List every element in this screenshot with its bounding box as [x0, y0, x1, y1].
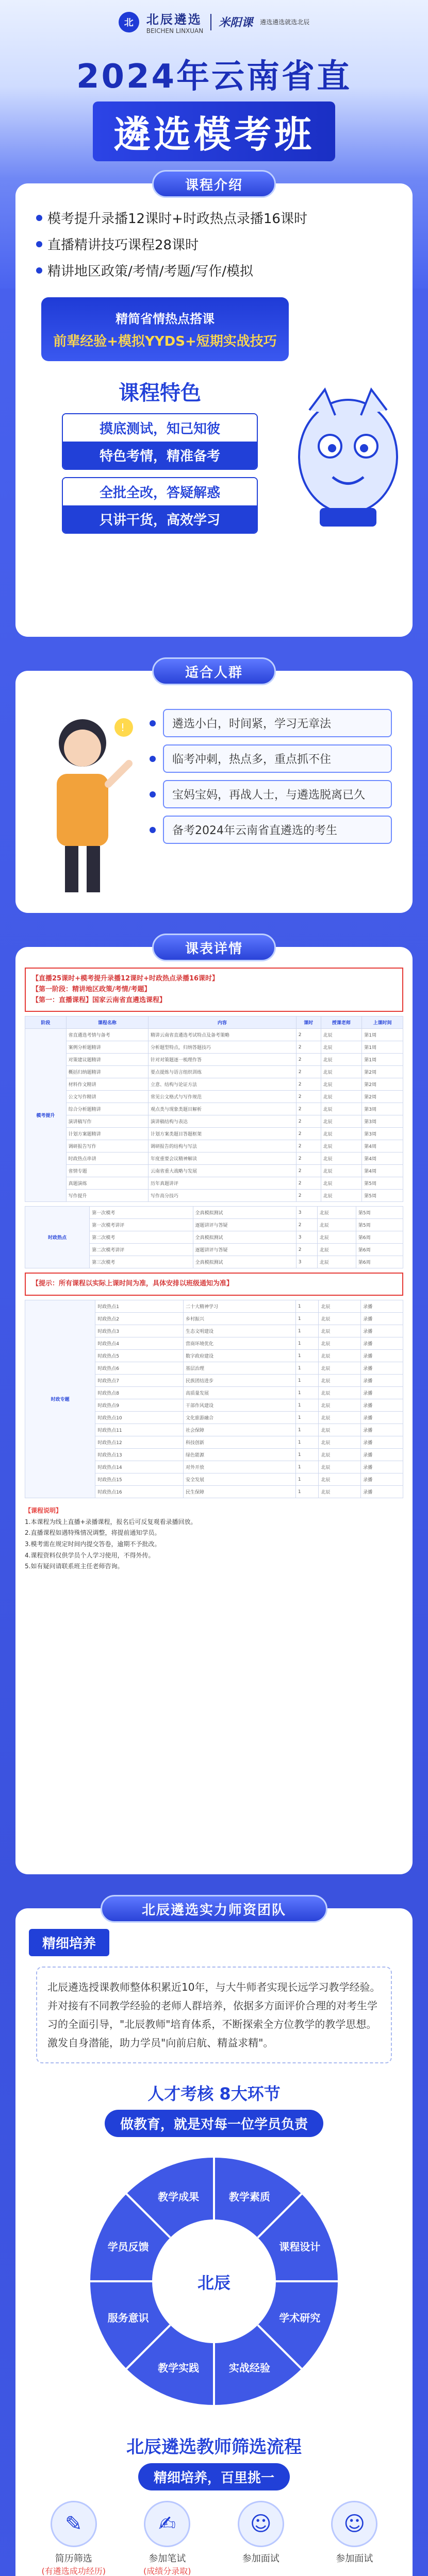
table-cell: 录播: [361, 1461, 403, 1473]
table-cell: 时政热点7: [95, 1375, 184, 1387]
table-cell: 北辰: [319, 1486, 361, 1498]
table-cell: 3: [296, 1231, 317, 1244]
table-cell: 针对对策题逐一梳理作答: [149, 1054, 297, 1066]
table-cell: 分析题型特点，归纳答题技巧: [149, 1041, 297, 1054]
table-cell: 录播: [361, 1486, 403, 1498]
table-cell: 北辰: [319, 1461, 361, 1473]
table-row: [25, 1177, 403, 1190]
table-cell: 1: [295, 1449, 319, 1461]
table-cell: 全真模拟测试: [193, 1231, 296, 1244]
table-cell: 北辰: [321, 1029, 362, 1041]
table-cell: 时政热点5: [95, 1350, 184, 1362]
process-step-label: 参加笔试: [149, 2553, 186, 2564]
table-cell: 时政热点1: [95, 1300, 184, 1313]
table-cell: 第3周: [362, 1115, 403, 1128]
table-row: [25, 1103, 403, 1115]
wheel-segment-label: 教学素质: [228, 2190, 270, 2203]
table-cell: 北辰: [321, 1091, 362, 1103]
table-cell: 基层治理: [184, 1362, 296, 1375]
table-cell: 概括归纳题精讲: [66, 1066, 148, 1078]
table-row: [25, 1190, 403, 1202]
hero-title-line1: 2024年云南省直: [76, 58, 352, 96]
table-cell: 北辰: [319, 1424, 361, 1436]
table-cell: 第5周: [356, 1207, 403, 1219]
teacher-illustration-icon: [31, 707, 134, 897]
intro-ribbon: 课程介绍: [152, 170, 276, 198]
table-cell: 北辰: [321, 1128, 362, 1140]
table-cell: 北辰: [319, 1337, 361, 1350]
table-cell: 计划方案题精讲: [66, 1128, 148, 1140]
table-row: [25, 1066, 403, 1078]
table-cell: 1: [295, 1337, 319, 1350]
table-row: [25, 1078, 403, 1091]
table-cell: 时政热点8: [95, 1387, 184, 1399]
table-row: [25, 1128, 403, 1140]
table-cell: 北辰: [321, 1054, 362, 1066]
table-cell: 时政热点3: [95, 1325, 184, 1337]
table-cell: 云南省重大战略与发展: [149, 1165, 297, 1177]
course-table-body-c: [25, 1300, 403, 1498]
table-cell: 北辰: [319, 1449, 361, 1461]
feature-pill: 全批全改，答疑解惑 只讲干货，高效学习: [62, 477, 258, 534]
brand-name: 北辰遴选: [146, 12, 202, 27]
suitable-item: 遴选小白，时间紧，学习无章法: [150, 709, 392, 737]
bullet-dot-icon: [36, 215, 42, 221]
table-cell: 北辰: [319, 1350, 361, 1362]
table-cell: 真题演练: [66, 1177, 148, 1190]
table-cell: 2: [296, 1103, 321, 1115]
table-cell: 要点提炼与语言组织训练: [149, 1066, 297, 1078]
wheel-segment-label: 教学实践: [158, 2362, 200, 2375]
course-section: [0, 934, 428, 1874]
table-cell: 民族团结进步: [184, 1375, 296, 1387]
table-cell: 北辰: [319, 1436, 361, 1449]
table-cell: 录播: [361, 1399, 403, 1412]
suitable-item: 临考冲刺，热点多，重点抓不住: [150, 744, 392, 773]
table-cell: 时政热点4: [95, 1337, 184, 1350]
features-group: [36, 377, 284, 534]
table-cell: 北辰: [317, 1207, 356, 1219]
table-cell: 北辰: [317, 1256, 356, 1268]
table-cell: 演讲稿写作: [66, 1115, 148, 1128]
table-cell: 第三次模考: [90, 1256, 193, 1268]
table-cell: 第3周: [362, 1128, 403, 1140]
bullet-dot-icon: [36, 267, 42, 274]
table-cell: 逐题讲评与答疑: [193, 1219, 296, 1231]
table-cell: 北辰: [319, 1473, 361, 1486]
table-cell: 录播: [361, 1436, 403, 1449]
team-section: [0, 1895, 428, 2576]
table-cell: 第6周: [356, 1244, 403, 1256]
course-table: [25, 1016, 403, 1202]
table-cell: 2: [296, 1029, 321, 1041]
table-cell: 录播: [361, 1412, 403, 1424]
table-cell: 北辰: [321, 1190, 362, 1202]
table-cell: 2: [296, 1153, 321, 1165]
wheel-segment-label: 教学成果: [158, 2190, 200, 2203]
table-cell: 1: [295, 1350, 319, 1362]
process-step-label: 简历筛选: [55, 2553, 92, 2564]
table-cell: 第二次模考: [90, 1231, 193, 1244]
table-cell: 全真模拟测试: [193, 1207, 296, 1219]
table-cell: 1: [295, 1300, 319, 1313]
table-cell: 3: [296, 1256, 317, 1268]
brand-slogan: 遴选遴选就选北辰: [260, 19, 310, 26]
table-cell: 录播: [361, 1449, 403, 1461]
course-table-mock: [25, 1206, 403, 1268]
course-card: [15, 947, 413, 1874]
table-cell: 1: [295, 1399, 319, 1412]
table-cell: 北辰: [317, 1231, 356, 1244]
bullet-dot-icon: [150, 756, 156, 762]
suitable-section: [0, 657, 428, 913]
table-cell: 北辰: [319, 1412, 361, 1424]
logo-row: [0, 9, 428, 35]
bullet-dot-icon: [150, 720, 156, 726]
table-cell: 精讲云南省直遴选考试特点及备考策略: [149, 1029, 297, 1041]
table-cell: 年度重要会议精神解读: [149, 1153, 297, 1165]
table-row: [25, 1029, 403, 1041]
table-cell: 时政热点9: [95, 1399, 184, 1412]
table-cell: 科技创新: [184, 1436, 296, 1449]
course-table-body-a: [25, 1029, 403, 1202]
highlight-line1: 精简省情热点搭课: [116, 312, 215, 326]
table-cell: 录播: [361, 1387, 403, 1399]
bullet-dot-icon: [36, 241, 42, 247]
logo-divider: [210, 14, 211, 30]
table-cell: 时政热点16: [95, 1486, 184, 1498]
table-row: [25, 1115, 403, 1128]
table-cell: 第1周: [362, 1029, 403, 1041]
table-cell: 历年真题讲评: [149, 1177, 297, 1190]
table-cell: 录播: [361, 1337, 403, 1350]
table-cell: 立意、结构与论证方法: [149, 1078, 297, 1091]
table-cell: 北辰: [321, 1165, 362, 1177]
highlight-card: [41, 297, 289, 361]
table-cell: 乡村振兴: [184, 1313, 296, 1325]
process-step-label: 参加面试: [336, 2553, 373, 2564]
table-cell: 第一次模考: [90, 1207, 193, 1219]
table-cell: 案例分析题精讲: [66, 1041, 148, 1054]
table-cell: 3: [296, 1207, 317, 1219]
wheel-segment-label: 课程设计: [279, 2241, 321, 2253]
table-row: [25, 1165, 403, 1177]
table-cell: 1: [295, 1375, 319, 1387]
process-step: [310, 2501, 400, 2576]
svg-text:!: !: [121, 721, 125, 734]
table-cell: 北辰: [321, 1041, 362, 1054]
table-cell: 录播: [361, 1362, 403, 1375]
assessment-wheel: [80, 2147, 348, 2415]
table-cell: 1: [295, 1362, 319, 1375]
bullet-dot-icon: [150, 791, 156, 798]
table-cell: 北辰: [321, 1103, 362, 1115]
table-cell: 时政热点12: [95, 1436, 184, 1449]
table-cell: 2: [296, 1190, 321, 1202]
table-cell: 时政热点15: [95, 1473, 184, 1486]
features-title: 课程特色: [119, 381, 201, 405]
table-cell: 录播: [361, 1424, 403, 1436]
table-row: [25, 1054, 403, 1066]
brand-sub: BEICHEN LINXUAN: [146, 27, 204, 35]
table-cell: 1: [295, 1325, 319, 1337]
table-cell: 1: [295, 1412, 319, 1424]
suitable-ribbon: 适合人群: [152, 657, 276, 685]
table-cell: 录播: [361, 1300, 403, 1313]
table-cell: 2: [296, 1219, 317, 1231]
table-cell: 演讲稿结构与表达: [149, 1115, 297, 1128]
table-cell: 录播: [361, 1325, 403, 1337]
team-subheading: 做教育，就是对每一位学员负责: [29, 2110, 399, 2137]
table-cell: 2: [296, 1244, 317, 1256]
process-step-note: (有遴选成功经历): [41, 2566, 106, 2576]
course-top-notes: 【直播25课时+模考提升录播12课时+时政热点录播16课时】 【第一阶段：精讲地区政策/考情/考题】 【第一：直播课程】国家云南省直遴选课程】: [25, 968, 403, 1012]
table-cell: 时政热点6: [95, 1362, 184, 1375]
table-cell: 第4周: [362, 1153, 403, 1165]
wheel-segment-label: 学员反馈: [107, 2241, 149, 2253]
table-cell: 时政热点2: [95, 1313, 184, 1325]
intro-line: 模考提升录播12课时+时政热点录播16课时: [36, 208, 392, 227]
table-cell: 常见公文格式与写作规范: [149, 1091, 297, 1103]
table-row: [25, 1041, 403, 1054]
table-cell: 时政热点14: [95, 1461, 184, 1473]
intro-card: [15, 183, 413, 637]
table-cell: 生态文明建设: [184, 1325, 296, 1337]
table-cell: 2: [296, 1066, 321, 1078]
table-cell: 安全发展: [184, 1473, 296, 1486]
process-step-icon: ☺: [331, 2501, 377, 2547]
table-cell: 数字政府建设: [184, 1350, 296, 1362]
table-cell: 全真模拟测试: [193, 1256, 296, 1268]
process-step: [29, 2501, 119, 2576]
course-bottom-notes: 【课程说明】 1.本课程为线上直播+录播课程，报名后可反复观看录播回放。 2.直播课程如遇特殊情况调整，将提前通知学员。 3.模考需在规定时间内提交答卷，逾期不予批改。 4.课程资料仅供学员个人学习使用，不得外传。 5.如有疑问请联系班主任老师咨询。: [25, 1507, 197, 1570]
table-cell: 北辰: [319, 1375, 361, 1387]
brand-logo-icon: 北: [119, 12, 139, 32]
process-step: [123, 2501, 212, 2576]
table-cell: 第5周: [362, 1190, 403, 1202]
table-cell: 2: [296, 1041, 321, 1054]
course-ribbon: 课表详情: [152, 934, 276, 961]
table-cell: 第4周: [362, 1140, 403, 1153]
table-cell: 北辰: [321, 1153, 362, 1165]
wheel-center-label: 北辰: [197, 2273, 231, 2293]
table-cell: 2: [296, 1140, 321, 1153]
table-cell: 第6周: [356, 1231, 403, 1244]
team-description: 北辰遴选授课教师整体积累近10年，与大牛师者实现长远学习教学经验。并对接有不同教学经验的老师人群培养，依据多方面评价合理的对考生学习的全面引导，"北辰教师"培育体系，不断探索全方位教学的教学思想。激发自身潜能，助力学员"向前启航、精益求精"。: [36, 1967, 392, 2063]
wheel-segment-label: 实战经验: [228, 2362, 270, 2375]
partner-name: 米阳课: [219, 16, 253, 29]
table-cell: 第2周: [362, 1066, 403, 1078]
team-card: [15, 1908, 413, 2576]
table-cell: 北辰: [321, 1177, 362, 1190]
table-cell: 第2周: [362, 1078, 403, 1091]
table-cell: 1: [295, 1424, 319, 1436]
table-cell: 绿色能源: [184, 1449, 296, 1461]
hero-title-line2: 遴选模考班: [93, 101, 335, 161]
table-cell: 北辰: [319, 1362, 361, 1375]
table-cell: 调研报告写作: [66, 1140, 148, 1153]
table-cell: 第5周: [362, 1177, 403, 1190]
table-cell: 时政热点串讲: [66, 1153, 148, 1165]
table-cell: 社会保障: [184, 1424, 296, 1436]
table-row: [25, 1140, 403, 1153]
process-subheading: 精细培养，百里挑一: [29, 2463, 399, 2490]
table-cell: 写作高分技巧: [149, 1190, 297, 1202]
intro-line: 直播精讲技巧课程28课时: [36, 234, 392, 253]
table-cell: 第3周: [362, 1103, 403, 1115]
table-cell: 第4周: [362, 1165, 403, 1177]
table-cell: 文化旅游融合: [184, 1412, 296, 1424]
table-cell: 材料作文精讲: [66, 1078, 148, 1091]
table-cell: 第二次模考讲评: [90, 1244, 193, 1256]
table-cell: 营商环境优化: [184, 1337, 296, 1350]
process-heading: 北辰遴选教师筛选流程: [126, 2437, 302, 2458]
table-cell: 录播: [361, 1473, 403, 1486]
table-cell: 2: [296, 1128, 321, 1140]
suitable-card: [15, 671, 413, 913]
mascot-illustration-icon: [289, 379, 407, 534]
table-cell: 北辰: [321, 1066, 362, 1078]
course-table-body-b: [25, 1207, 403, 1268]
table-section-cell: 模考提升: [25, 1029, 67, 1202]
team-heading: 人才考核 8大环节: [147, 2084, 281, 2104]
table-row: [25, 1153, 403, 1165]
table-cell: 时政热点13: [95, 1449, 184, 1461]
table-cell: 录播: [361, 1313, 403, 1325]
feature-pill: 摸底测试，知己知彼 特色考情，精准备考: [62, 413, 258, 470]
table-cell: 北辰: [319, 1399, 361, 1412]
table-cell: 1: [295, 1436, 319, 1449]
process-grid: [29, 2501, 399, 2576]
table-cell: 计划方案类题目答题框架: [149, 1128, 297, 1140]
table-cell: 1: [295, 1473, 319, 1486]
table-cell: 北辰: [321, 1078, 362, 1091]
table-cell: 高质量发展: [184, 1387, 296, 1399]
table-cell: 2: [296, 1091, 321, 1103]
table-cell: 逐题讲评与答疑: [193, 1244, 296, 1256]
table-cell: 北辰: [321, 1140, 362, 1153]
intro-line: 精讲地区政策/考情/考题/写作/模拟: [36, 261, 392, 280]
wheel-segment-label: 学术研究: [279, 2311, 321, 2324]
table-cell: 省情专题: [66, 1165, 148, 1177]
table-cell: 公文写作精讲: [66, 1091, 148, 1103]
table-cell: 调研报告的结构与写法: [149, 1140, 297, 1153]
table-cell: 对策建议题精讲: [66, 1054, 148, 1066]
table-cell: 北辰: [319, 1325, 361, 1337]
table-cell: 干部作风建设: [184, 1399, 296, 1412]
highlight-line2: 前辈经验+模拟YYDS+短期实战技巧: [53, 334, 277, 349]
course-table-hot: [25, 1300, 403, 1498]
table-cell: 北辰: [319, 1387, 361, 1399]
suitable-item: 备考2024年云南省直遴选的考生: [150, 816, 392, 844]
table-cell: 第2周: [362, 1091, 403, 1103]
table-cell: 综合分析题精讲: [66, 1103, 148, 1115]
table-cell: 1: [295, 1461, 319, 1473]
table-cell: 第一次模考讲评: [90, 1219, 193, 1231]
suitable-item: 宝妈宝妈，再战人士，与遴选脱离已久: [150, 780, 392, 808]
table-cell: 对外开放: [184, 1461, 296, 1473]
table-cell: 时政热点10: [95, 1412, 184, 1424]
table-cell: 2: [296, 1078, 321, 1091]
table-cell: 写作提升: [66, 1190, 148, 1202]
table-cell: 北辰: [317, 1219, 356, 1231]
table-cell: 2: [296, 1054, 321, 1066]
table-cell: 2: [296, 1165, 321, 1177]
table-cell: 北辰: [319, 1313, 361, 1325]
process-step-label: 参加面试: [242, 2553, 279, 2564]
table-cell: 录播: [361, 1375, 403, 1387]
process-step-icon: ✍: [144, 2501, 190, 2547]
table-cell: 录播: [361, 1350, 403, 1362]
table-cell: 2: [296, 1115, 321, 1128]
table-row: [25, 1300, 403, 1313]
table-cell: 二十大精神学习: [184, 1300, 296, 1313]
table-cell: 2: [296, 1177, 321, 1190]
table-cell: 时政热点11: [95, 1424, 184, 1436]
table-cell: 北辰: [321, 1115, 362, 1128]
table-section-cell: 时政专题: [25, 1300, 95, 1498]
process-step: [216, 2501, 306, 2576]
table-header-row: 阶段 课程名称 内容 课时 授课老师 上课时间: [25, 1016, 403, 1029]
process-step-icon: ✎: [51, 2501, 97, 2547]
process-step-icon: ☺: [238, 2501, 284, 2547]
wheel-segment-label: 服务意识: [107, 2311, 149, 2324]
table-cell: 北辰: [319, 1300, 361, 1313]
suitable-list: [150, 702, 392, 851]
table-row: [25, 1091, 403, 1103]
table-cell: 1: [295, 1387, 319, 1399]
table-cell: 第1周: [362, 1054, 403, 1066]
table-section-cell: 时政热点: [25, 1207, 90, 1268]
table-cell: 1: [295, 1313, 319, 1325]
table-cell: 省直遴选考情与备考: [66, 1029, 148, 1041]
table-cell: 第5周: [356, 1219, 403, 1231]
table-cell: 1: [295, 1486, 319, 1498]
table-cell: 民生保障: [184, 1486, 296, 1498]
table-cell: 观点类与现象类题目解析: [149, 1103, 297, 1115]
intro-section: [0, 170, 428, 637]
table-row: [25, 1207, 403, 1219]
table-cell: 第6周: [356, 1256, 403, 1268]
bullet-dot-icon: [150, 827, 156, 833]
team-ribbon: 北辰遴选实力师资团队: [101, 1895, 327, 1923]
course-mid-note: 【提示：所有课程以实际上课时间为准，具体安排以班级通知为准】: [25, 1273, 403, 1296]
table-cell: 北辰: [317, 1244, 356, 1256]
team-tag: 精细培养: [29, 1929, 109, 1956]
table-cell: 第1周: [362, 1041, 403, 1054]
process-step-note: (成绩分录取): [143, 2566, 191, 2576]
